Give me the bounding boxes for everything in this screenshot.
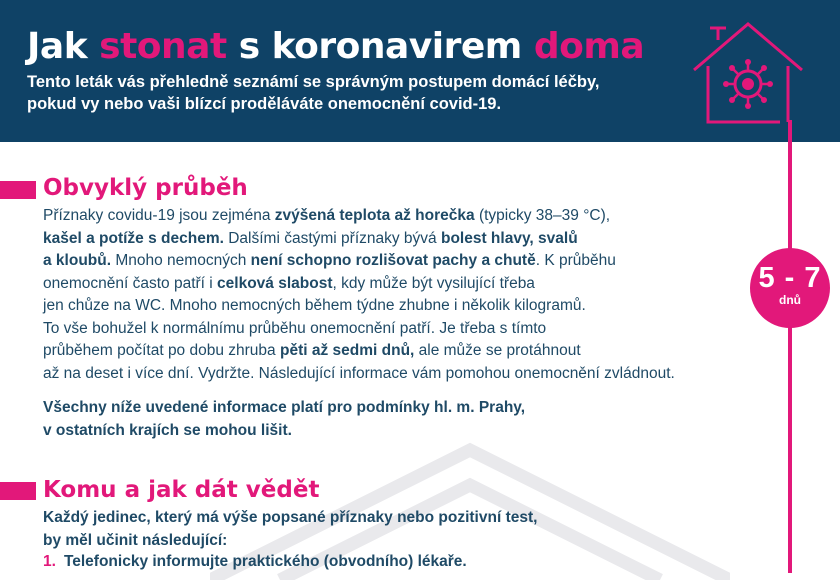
text-segment: onemocnění často patří i (43, 274, 218, 292)
text-segment: To vše bohužel k normálnímu průběhu onemocnění patří. Je třeba s tímto (43, 319, 547, 337)
text-segment: jen chůze na WC. Mnoho nemocných během týdne zhubne i několik kilogramů. (43, 297, 586, 314)
badge-days: 5 - 7 (758, 262, 822, 294)
badge-unit: dnů (779, 293, 801, 307)
text-segment: , kdy může být vysilující třeba (332, 274, 535, 292)
text-line (43, 273, 675, 296)
text-segment: Mnoho nemocných (111, 252, 251, 269)
house-virus-icon (688, 18, 808, 128)
text-segment: průběhem počítat po dobu zhruba (43, 342, 280, 359)
section-marker (0, 181, 36, 199)
text-line (43, 318, 675, 341)
text-segment: ale může se protáhnout (414, 342, 581, 359)
text-segment: Příznaky covidu-19 jsou zejména (43, 207, 275, 224)
timeline-line (788, 120, 792, 573)
note-paragraph: Všechny níže uvedené informace platí pro podmínky hl. m. Prahy, v ostatních krajích se mohou lišit. (43, 399, 526, 439)
page-title: Jak stonat s koronavirem doma (27, 26, 645, 67)
section-title-obvykly-prubeh: Obvyklý průběh (43, 175, 248, 201)
section-body (43, 205, 675, 385)
bold-text: bolest hlavy, svalů (440, 229, 578, 247)
list-item (43, 551, 467, 573)
text-line (43, 295, 675, 318)
text-line (43, 228, 675, 251)
bold-text: není schopno rozlišovat pachy a chutě (250, 252, 536, 269)
text-segment: až na deset i více dní. Vydržte. Následující informace vám pomohou onemocnění zvládnout. (43, 364, 675, 382)
bold-text: pěti až sedmi dnů, (279, 342, 415, 359)
bold-text: celková slabost (217, 274, 333, 292)
text-segment: . K průběhu (535, 252, 616, 269)
duration-badge (750, 248, 830, 328)
list-text: Telefonicky informujte praktického (obvodního) lékaře. (63, 553, 467, 570)
bold-text: zvýšená teplota až horečka (274, 207, 475, 224)
text-line (43, 250, 675, 273)
bold-text: a kloubů. (43, 252, 112, 269)
page-subtitle: Tento leták vás přehledně seznámí se správným postupem domácí léčby, pokud vy nebo vaši blízcí proděláváte onemocnění covid-19. (27, 73, 600, 113)
text-segment: Dalšími častými příznaky bývá (223, 229, 441, 247)
text-line (43, 363, 675, 386)
bold-text: kašel a potíže s dechem. (43, 229, 224, 247)
section-intro: Každý jedinec, který má výše popsané příznaky nebo pozitivní test, by měl učinit následující: (43, 509, 538, 549)
section-title-komu-a-jak: Komu a jak dát vědět (43, 477, 320, 503)
text-line (43, 340, 675, 363)
text-line (43, 205, 675, 228)
section-marker (0, 482, 36, 500)
list-number: 1. (43, 553, 56, 570)
text-segment: (typicky 38–39 °C), (474, 207, 611, 224)
